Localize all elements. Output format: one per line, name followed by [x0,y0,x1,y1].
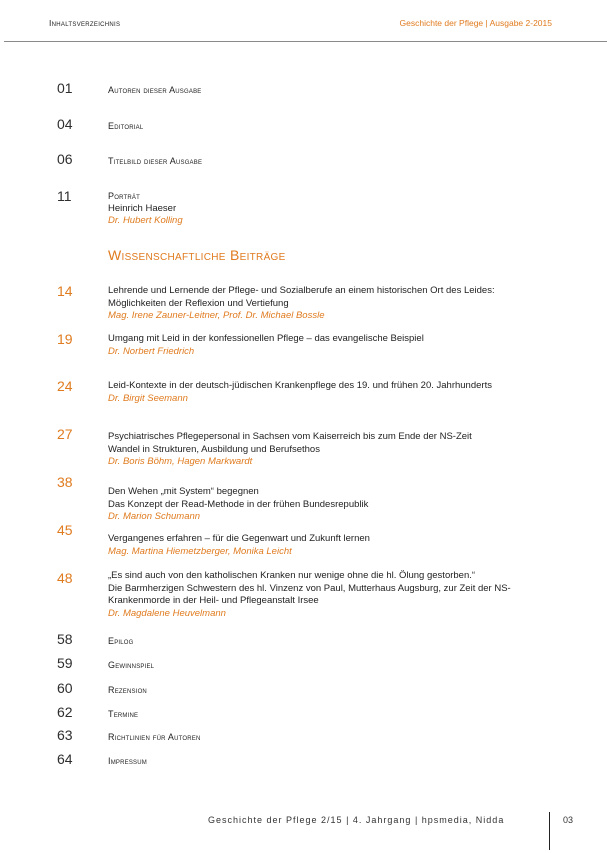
toc-title: Vergangenes erfahren – für die Gegenwart und Zukunft lernen [108,533,370,544]
toc-title: Autoren dieser Ausgabe [108,85,202,95]
toc-page-number: 58 [57,631,73,647]
toc-author: Dr. Hubert Kolling [108,215,183,226]
toc-title: Gewinnspiel [108,660,155,670]
toc-page-number: 04 [57,116,73,132]
toc-page-number: 38 [57,474,73,490]
toc-page-number: 63 [57,727,73,743]
toc-page-number: 45 [57,522,73,538]
header-divider [4,41,607,42]
toc-title: Lehrende und Lernende der Pflege- und Sozialberufe an einem historischen Ort des Leides: [108,285,495,296]
toc-page-number: 48 [57,570,73,586]
toc-page-number: 14 [57,283,73,299]
running-header-section: Inhaltsverzeichnis [49,18,121,28]
toc-page-number: 24 [57,378,73,394]
toc-title: Impressum [108,756,147,766]
toc-page-number: 01 [57,80,73,96]
toc-author: Dr. Marion Schumann [108,511,201,522]
toc-title: Den Wehen „mit System“ begegnen [108,486,259,497]
toc-title: Psychiatrisches Pflegepersonal in Sachsen vom Kaiserreich bis zum Ende der NS-Zeit [108,431,472,442]
toc-author: Mag. Irene Zauner-Leitner, Prof. Dr. Michael Bossle [108,310,325,321]
toc-title: Leid-Kontexte in der deutsch-jüdischen Krankenpflege des 19. und frühen 20. Jahrhunderts [108,380,492,391]
toc-page-number: 06 [57,151,73,167]
toc-page-number: 19 [57,331,73,347]
toc-page-number: 11 [57,188,72,204]
footer-publication-info: Geschichte der Pflege 2/15 | 4. Jahrgang | hpsmedia, Nidda [208,815,505,825]
toc-subtitle: Möglichkeiten der Reflexion und Vertiefung [108,297,289,309]
toc-author: Dr. Norbert Friedrich [108,345,195,357]
toc-page-number: 62 [57,704,73,720]
toc-title: Umgang mit Leid in der konfessionellen Pflege – das evangelische Beispiel [108,333,424,344]
toc-title: Editorial [108,121,144,131]
toc-title: Porträt [108,191,140,201]
toc-page-number: 64 [57,751,73,767]
toc-page-number: 27 [57,426,73,442]
toc-title: Richtlinien für Autoren [108,732,201,742]
toc-subtitle: Heinrich Haeser [108,202,177,214]
toc-title: Epilog [108,636,134,646]
toc-title: „Es sind auch von den katholischen Kranken nur wenige ohne die hl. Ölung gestorben.“ [108,570,476,581]
toc-author: Dr. Magdalene Heuvelmann [108,607,226,619]
toc-subtitle: Das Konzept der Read-Methode in der frühen Bundesrepublik [108,498,369,510]
page-number: 03 [563,815,574,825]
toc-author: Mag. Martina Hiemetzberger, Monika Leicht [108,545,292,557]
toc-author: Dr. Birgit Seemann [108,392,188,404]
toc-subtitle: Die Barmherzigen Schwestern des hl. Vinzenz von Paul, Mutterhaus Augsburg, zur Zeit der NS- [108,582,511,594]
toc-title: Titelbild dieser Ausgabe [108,156,203,166]
toc-title: Termine [108,709,139,719]
toc-page-number: 60 [57,680,73,696]
section-heading: Wissenschaftliche Beiträge [108,247,286,263]
toc-subtitle: Krankenmorde in der Heil- und Pflegeanstalt Irsee [108,595,319,606]
toc-author: Dr. Boris Böhm, Hagen Markwardt [108,456,253,467]
running-header-publication: Geschichte der Pflege | Ausgabe 2-2015 [399,18,552,28]
toc-subtitle: Wandel in Strukturen, Ausbildung und Berufsethos [108,443,320,455]
toc-title: Rezension [108,685,147,695]
toc-page-number: 59 [57,655,73,671]
footer-divider [549,812,550,850]
